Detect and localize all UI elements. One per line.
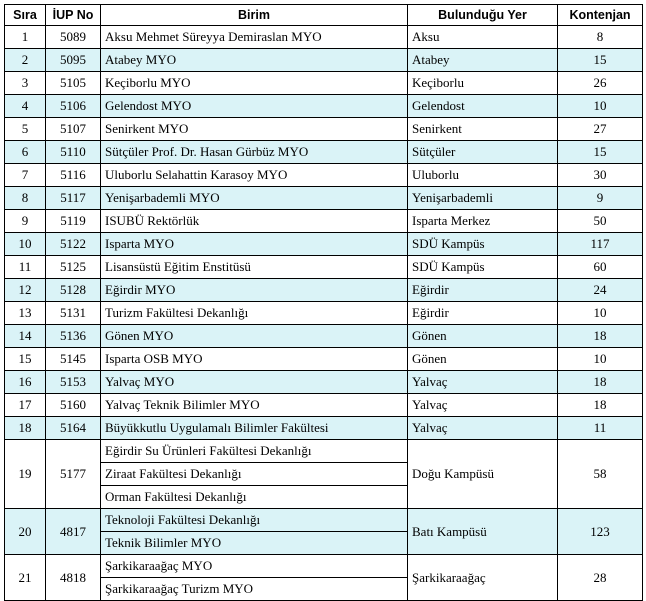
row-kontenjan: 18 bbox=[558, 394, 643, 417]
row-iup-no: 5116 bbox=[46, 164, 101, 187]
row-sira: 11 bbox=[5, 256, 46, 279]
quota-table bbox=[4, 4, 643, 601]
row-birim: Yenişarbademli MYO bbox=[101, 187, 408, 210]
row-iup-no: 5095 bbox=[46, 49, 101, 72]
row-sira: 21 bbox=[5, 555, 46, 601]
row-sira: 6 bbox=[5, 141, 46, 164]
table-row bbox=[5, 417, 643, 440]
row-bulundugu-yer: Senirkent bbox=[408, 118, 558, 141]
row-bulundugu-yer: Eğirdir bbox=[408, 302, 558, 325]
table-row bbox=[5, 394, 643, 417]
row-birim: Büyükkutlu Uygulamalı Bilimler Fakültesi bbox=[101, 417, 408, 440]
row-kontenjan: 10 bbox=[558, 302, 643, 325]
table-row bbox=[5, 279, 643, 302]
table-row bbox=[5, 440, 643, 463]
row-iup-no: 5105 bbox=[46, 72, 101, 95]
row-birim: Lisansüstü Eğitim Enstitüsü bbox=[101, 256, 408, 279]
row-iup-no: 5119 bbox=[46, 210, 101, 233]
row-bulundugu-yer: Atabey bbox=[408, 49, 558, 72]
row-iup-no: 5145 bbox=[46, 348, 101, 371]
row-iup-no: 5125 bbox=[46, 256, 101, 279]
row-kontenjan: 60 bbox=[558, 256, 643, 279]
row-birim: Yalvaç MYO bbox=[101, 371, 408, 394]
row-kontenjan: 24 bbox=[558, 279, 643, 302]
row-sira: 10 bbox=[5, 233, 46, 256]
table-row bbox=[5, 325, 643, 348]
row-kontenjan: 117 bbox=[558, 233, 643, 256]
row-sira: 8 bbox=[5, 187, 46, 210]
row-sira: 20 bbox=[5, 509, 46, 555]
row-bulundugu-yer: Yalvaç bbox=[408, 394, 558, 417]
row-iup-no: 5177 bbox=[46, 440, 101, 509]
row-bulundugu-yer: SDÜ Kampüs bbox=[408, 233, 558, 256]
row-kontenjan: 27 bbox=[558, 118, 643, 141]
row-kontenjan: 10 bbox=[558, 95, 643, 118]
table-row bbox=[5, 348, 643, 371]
table-row bbox=[5, 371, 643, 394]
row-iup-no: 5153 bbox=[46, 371, 101, 394]
row-bulundugu-yer: Yalvaç bbox=[408, 417, 558, 440]
row-bulundugu-yer: SDÜ Kampüs bbox=[408, 256, 558, 279]
row-sira: 17 bbox=[5, 394, 46, 417]
row-birim: Turizm Fakültesi Dekanlığı bbox=[101, 302, 408, 325]
row-bulundugu-yer: Gönen bbox=[408, 325, 558, 348]
row-iup-no: 5106 bbox=[46, 95, 101, 118]
row-bulundugu-yer: Doğu Kampüsü bbox=[408, 440, 558, 509]
row-birim: Atabey MYO bbox=[101, 49, 408, 72]
row-birim: Orman Fakültesi Dekanlığı bbox=[101, 486, 408, 509]
row-sira: 2 bbox=[5, 49, 46, 72]
header-iup-no: İUP No bbox=[46, 5, 101, 26]
row-iup-no: 5136 bbox=[46, 325, 101, 348]
row-kontenjan: 8 bbox=[558, 26, 643, 49]
row-birim: Gelendost MYO bbox=[101, 95, 408, 118]
row-kontenjan: 18 bbox=[558, 325, 643, 348]
row-birim: Senirkent MYO bbox=[101, 118, 408, 141]
row-bulundugu-yer: Aksu bbox=[408, 26, 558, 49]
row-kontenjan: 15 bbox=[558, 49, 643, 72]
table-row bbox=[5, 302, 643, 325]
row-iup-no: 4818 bbox=[46, 555, 101, 601]
table-row bbox=[5, 555, 643, 578]
row-sira: 3 bbox=[5, 72, 46, 95]
row-bulundugu-yer: Yenişarbademli bbox=[408, 187, 558, 210]
header-row bbox=[5, 5, 643, 26]
table-row bbox=[5, 26, 643, 49]
row-sira: 5 bbox=[5, 118, 46, 141]
row-kontenjan: 15 bbox=[558, 141, 643, 164]
row-iup-no: 5128 bbox=[46, 279, 101, 302]
row-iup-no: 5107 bbox=[46, 118, 101, 141]
row-kontenjan: 11 bbox=[558, 417, 643, 440]
row-sira: 4 bbox=[5, 95, 46, 118]
table-row bbox=[5, 187, 643, 210]
row-bulundugu-yer: Eğirdir bbox=[408, 279, 558, 302]
table-row bbox=[5, 256, 643, 279]
table-row bbox=[5, 72, 643, 95]
table-row bbox=[5, 509, 643, 532]
row-kontenjan: 9 bbox=[558, 187, 643, 210]
row-kontenjan: 50 bbox=[558, 210, 643, 233]
table-row bbox=[5, 164, 643, 187]
row-bulundugu-yer: Isparta Merkez bbox=[408, 210, 558, 233]
row-birim: Eğirdir MYO bbox=[101, 279, 408, 302]
row-birim: Teknoloji Fakültesi Dekanlığı bbox=[101, 509, 408, 532]
row-bulundugu-yer: Gelendost bbox=[408, 95, 558, 118]
row-sira: 7 bbox=[5, 164, 46, 187]
row-sira: 12 bbox=[5, 279, 46, 302]
row-birim: Uluborlu Selahattin Karasoy MYO bbox=[101, 164, 408, 187]
row-iup-no: 5089 bbox=[46, 26, 101, 49]
row-bulundugu-yer: Yalvaç bbox=[408, 371, 558, 394]
row-sira: 19 bbox=[5, 440, 46, 509]
table-row bbox=[5, 49, 643, 72]
row-bulundugu-yer: Keçiborlu bbox=[408, 72, 558, 95]
row-birim: Isparta MYO bbox=[101, 233, 408, 256]
row-sira: 9 bbox=[5, 210, 46, 233]
row-birim: Eğirdir Su Ürünleri Fakültesi Dekanlığı bbox=[101, 440, 408, 463]
row-iup-no: 5110 bbox=[46, 141, 101, 164]
row-birim: Gönen MYO bbox=[101, 325, 408, 348]
row-iup-no: 4817 bbox=[46, 509, 101, 555]
header-kontenjan: Kontenjan bbox=[558, 5, 643, 26]
row-birim: Aksu Mehmet Süreyya Demiraslan MYO bbox=[101, 26, 408, 49]
row-birim: Isparta OSB MYO bbox=[101, 348, 408, 371]
row-sira: 14 bbox=[5, 325, 46, 348]
row-birim: Keçiborlu MYO bbox=[101, 72, 408, 95]
row-sira: 18 bbox=[5, 417, 46, 440]
row-sira: 16 bbox=[5, 371, 46, 394]
row-kontenjan: 28 bbox=[558, 555, 643, 601]
row-bulundugu-yer: Sütçüler bbox=[408, 141, 558, 164]
table-row bbox=[5, 95, 643, 118]
table-row bbox=[5, 210, 643, 233]
row-iup-no: 5164 bbox=[46, 417, 101, 440]
row-iup-no: 5117 bbox=[46, 187, 101, 210]
row-birim: Teknik Bilimler MYO bbox=[101, 532, 408, 555]
row-bulundugu-yer: Batı Kampüsü bbox=[408, 509, 558, 555]
table-body bbox=[5, 26, 643, 601]
row-birim: ISUBÜ Rektörlük bbox=[101, 210, 408, 233]
header-sira: Sıra bbox=[5, 5, 46, 26]
row-kontenjan: 26 bbox=[558, 72, 643, 95]
row-birim: Ziraat Fakültesi Dekanlığı bbox=[101, 463, 408, 486]
header-bulundugu-yer: Bulunduğu Yer bbox=[408, 5, 558, 26]
row-kontenjan: 123 bbox=[558, 509, 643, 555]
row-bulundugu-yer: Şarkikaraağaç bbox=[408, 555, 558, 601]
row-birim: Sütçüler Prof. Dr. Hasan Gürbüz MYO bbox=[101, 141, 408, 164]
row-kontenjan: 18 bbox=[558, 371, 643, 394]
header-birim: Birim bbox=[101, 5, 408, 26]
table-row bbox=[5, 141, 643, 164]
row-iup-no: 5160 bbox=[46, 394, 101, 417]
row-kontenjan: 10 bbox=[558, 348, 643, 371]
row-sira: 1 bbox=[5, 26, 46, 49]
row-birim: Şarkikaraağaç MYO bbox=[101, 555, 408, 578]
row-iup-no: 5131 bbox=[46, 302, 101, 325]
row-kontenjan: 58 bbox=[558, 440, 643, 509]
row-sira: 13 bbox=[5, 302, 46, 325]
row-kontenjan: 30 bbox=[558, 164, 643, 187]
row-bulundugu-yer: Uluborlu bbox=[408, 164, 558, 187]
row-birim: Şarkikaraağaç Turizm MYO bbox=[101, 578, 408, 601]
table-row bbox=[5, 233, 643, 256]
row-sira: 15 bbox=[5, 348, 46, 371]
table-row bbox=[5, 118, 643, 141]
row-iup-no: 5122 bbox=[46, 233, 101, 256]
row-birim: Yalvaç Teknik Bilimler MYO bbox=[101, 394, 408, 417]
row-bulundugu-yer: Gönen bbox=[408, 348, 558, 371]
